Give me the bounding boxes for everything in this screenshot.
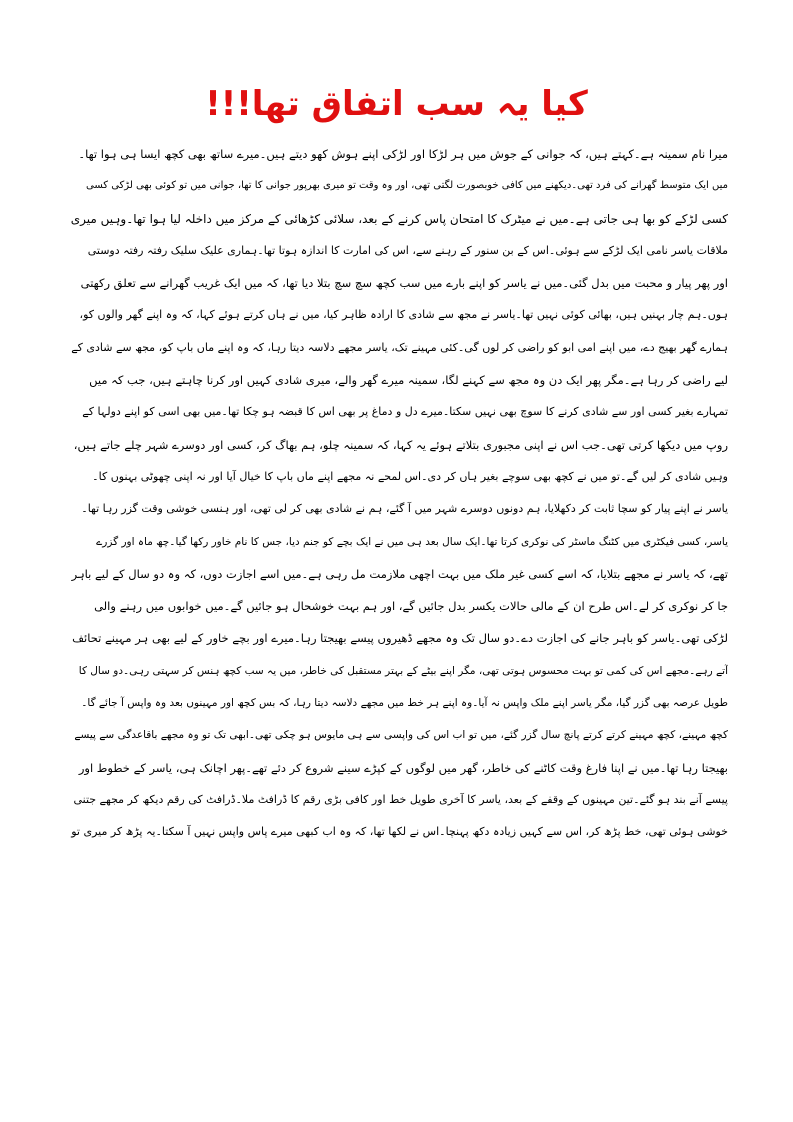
text-line: پیسے آنے بند ہو گئے۔تین مہینوں کے وقفے کے بعد، یاسر کا آخری طویل خط اور کافی بڑی رقم کا ڈرافٹ ملا۔ڈرافٹ کی رقم دیکھ کر مجھے جتنی xyxy=(73,792,728,806)
text-line: جا کر نوکری کر لے۔اس طرح ان کے مالی حالات یکسر بدل جائیں گے، اور ہم بہت خوشحال ہو جائیں گے۔میں خوابوں میں رہنے والی xyxy=(94,599,728,614)
text-line: خوشی ہوئی تھی، خط پڑھ کر، اس سے کہیں زیادہ دکھ پہنچا۔اس نے لکھا تھا، کہ وہ اب کبھی میرے پاس واپس نہیں آ سکتا۔یہ پڑھ کر میری تو xyxy=(71,825,728,839)
text-line: میرا نام سمینہ ہے۔کہتے ہیں، کہ جوانی کے جوش میں ہر لڑکا اور لڑکی اپنے ہوش کھو دیتے ہیں۔میرے ساتھ بھی کچھ ایسا ہی ہوا تھا۔ xyxy=(78,147,728,161)
text-line: لڑکی تھی۔یاسر کو باہر جانے کی اجازت دے۔دو سال تک وہ مجھے ڈھیروں پیسے بھیجتا رہا۔میرے اور بچے خاور کے لیے بھی ہر مہینے تحائف xyxy=(72,631,728,646)
text-line: کسی لڑکے کو بھا ہی جاتی ہے۔میں نے میٹرک کا امتحان پاس کرنے کے بعد، سلائی کڑھائی کے مرکز میں داخلہ لیا ہوا تھا۔وہیں میری xyxy=(70,211,728,226)
text-line: اور پھر پیار و محبت میں بدل گئی۔میں نے یاسر کو اپنے بارے میں سب کچھ سچ سچ بتلا دیا تھا، کہ میں ایک غریب گھرانے سے تعلق رکھتی xyxy=(80,276,728,291)
text-line: لیے راضی کر رہا ہے۔مگر پھر ایک دن وہ مجھ سے کہنے لگا، سمینہ میرے گھر والے، میری شادی کہیں اور کرنا چاہتے ہیں، جب کہ میں xyxy=(89,373,728,388)
text-line: تھے، کہ یاسر نے مجھے بتلایا، کہ اسے کسی غیر ملک میں بہت اچھی ملازمت مل رہی ہے۔میں اسے اجازت دوں، کہ وہ دو سال کے لیے باہر xyxy=(71,566,728,581)
text-line: تمہارے بغیر کسی اور سے شادی کرنے کا سوچ بھی نہیں سکتا۔میرے دل و دماغ پر بھی اس کا قبضہ ہو چکا تھا۔میں بھی اسی کو اپنے دولہا کے xyxy=(82,405,728,419)
text-line: طویل عرصہ بھی گزر گیا، مگر یاسر اپنے ملک واپس نہ آیا۔وہ اپنے ہر خط میں مجھے دلاسہ دیتا رہا، کہ بس کچھ اور مہینوں بعد وہ واپس آ جائے گا۔ xyxy=(81,697,728,710)
text-line: ملاقات یاسر نامی ایک لڑکے سے ہوئی۔اس کے بن سنور کے رہنے سے، اس کی امارت کا اندازہ ہوتا تھا۔ہماری علیک سلیک رفتہ رفتہ دوستی xyxy=(87,243,728,257)
text-line: یاسر نے اپنے پیار کو سچا ثابت کر دکھلایا، ہم دونوں دوسرے شہر میں آ گئے، ہم نے شادی بھی کر لی تھی، اور ہنسی خوشی وقت گزر رہا تھا۔ xyxy=(81,502,728,516)
text-line: بھیجتا رہا تھا۔میں نے اپنا فارغ وقت کاٹنے کی خاطر، گھر میں لوگوں کے کپڑے سینے شروع کر دئے تھے۔پھر اچانک ہی، یاسر کے خطوط اور xyxy=(78,760,728,775)
text-line: میں ایک متوسط گھرانے کی فرد تھی۔دیکھنے میں کافی خوبصورت لگتی تھی، اور وہ وقت تو میری بھرپور جوانی کا تھا، جوانی میں تو کوئی بھی لڑکی کسی xyxy=(86,180,728,192)
text-line: کچھ مہینے، کچھ مہینے کرتے کرتے پانچ سال گزر گئے، میں تو اب اس کی واپسی سے ہی مایوس ہو چکی تھی۔ابھی تک تو وہ مجھے باقاعدگی سے پیسے xyxy=(74,729,728,742)
text-line: آتے رہے۔مجھے اس کی کمی تو بہت محسوس ہوتی تھی، مگر اپنے بیٹے کے بہتر مستقبل کی خاطر، میں یہ سب کچھ ہنس کر سہتی رہی۔دو سال کا xyxy=(78,664,728,677)
page-title: کیا یہ سب اتفاق تھا!!! xyxy=(205,84,588,124)
text-line: ہمارے گھر بھیج دے، میں اپنے امی ابو کو راضی کر لوں گی۔کئی مہینے تک، یاسر مجھے دلاسہ دیتا رہا، کہ وہ اپنے ماں باپ کو، مجھ سے شادی کے xyxy=(71,340,728,354)
story-text xyxy=(68,138,728,849)
text-line: روپ میں دیکھا کرتی تھی۔جب اس نے اپنی مجبوری بتلاتے ہوئے یہ کہا، کہ سمینہ چلو، ہم بھاگ کر، کسی اور دوسرے شہر چلے جاتے ہیں، xyxy=(73,437,728,452)
paragraph xyxy=(68,138,728,849)
text-line: وہیں شادی کر لیں گے۔تو میں نے کچھ بھی سوچے بغیر ہاں کر دی۔اس لمحے نہ مجھے اپنے ماں باپ کا خیال آیا اور نہ اپنی چھوٹی بہنوں کا۔ xyxy=(92,469,728,483)
text-line: ہوں۔ہم چار بہنیں ہیں، بھائی کوئی نہیں تھا۔یاسر نے مجھ سے شادی کا ارادہ ظاہر کیا، میں نے ہاں کرتے ہوئے کہا، کہ وہ اپنے گھر والوں کو، xyxy=(79,308,728,322)
text-line: یاسر، کسی فیکٹری میں کٹنگ ماسٹر کی نوکری کرتا تھا۔ایک سال بعد ہی میں نے ایک بچے کو جنم دیا، جس کا نام خاور رکھا گیا۔چھ ماہ اور گزرے xyxy=(96,535,728,548)
